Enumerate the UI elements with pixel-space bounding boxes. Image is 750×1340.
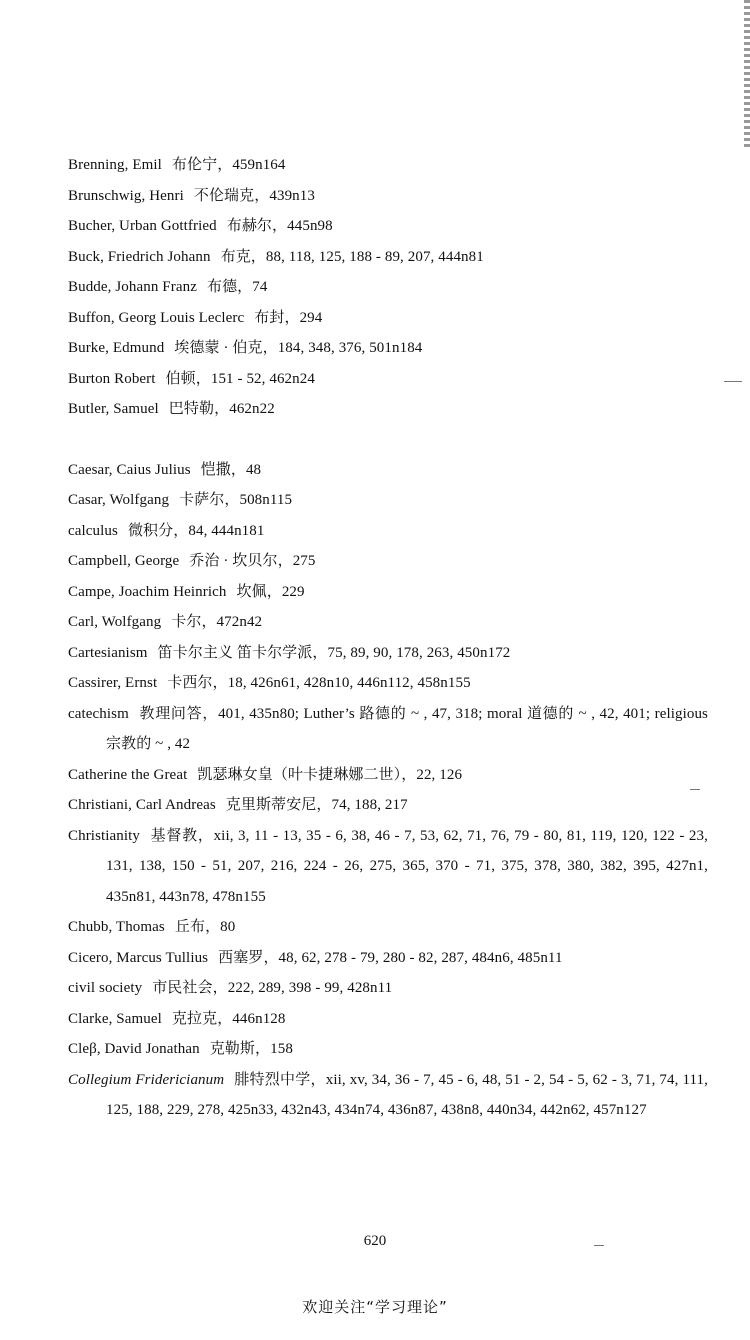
index-entry: Burke, Edmund 埃德蒙 · 伯克，184, 348, 376, 501n184 (68, 340, 423, 356)
index-term: Cleβ, David Jonathan (68, 1041, 200, 1057)
index-term: Brenning, Emil (68, 157, 162, 173)
index-chinese: 坎佩 (236, 583, 267, 600)
index-chinese: 乔治 · 坎贝尔 (189, 553, 278, 569)
index-term: Campbell, George (68, 553, 180, 569)
index-term: Cassirer, Ernst (68, 675, 158, 691)
index-chinese: 凯瑟琳女皇（叶卡捷琳娜二世） (197, 766, 402, 783)
index-refs: 151 - 52, 462n24 (210, 370, 315, 387)
index-refs: 88, 118, 125, 188 - 89, 207, 444n81 (265, 248, 484, 265)
index-entry: Christianity 基督教，xii, 3, 11 - 13, 35 - 6, 38, 46 - 7, 53, 62, 71, 76, 79 - 80, 81, 119, 120, 122 - 23, 131, 138, 150 - 51, 207, 216, 224 - 26, 275, 365, 370 - 71, 375, 378, 380, 382, 395, 427n1, 435n81, 443n78, 478n155 (68, 827, 708, 905)
index-chinese: 卡尔 (171, 614, 202, 630)
index-term: Chubb, Thomas (68, 919, 165, 935)
index-chinese: 卡萨尔 (179, 492, 225, 508)
index-term: Burton Robert (68, 370, 156, 387)
index-entry: Christiani, Carl Andreas 克里斯蒂安尼，74, 188, 217 (68, 797, 408, 813)
index-entry: Clarke, Samuel 克拉克，446n128 (68, 1010, 286, 1027)
index-chinese: 布克 (220, 248, 251, 265)
index-entry: Cicero, Marcus Tullius 西塞罗，48, 62, 278 - 79, 280 - 82, 287, 484n6, 485n11 (68, 949, 563, 966)
index-term: Brunschwig, Henri (68, 187, 184, 204)
index-refs: 74 (252, 279, 268, 295)
index-term: Caesar, Caius Julius (68, 461, 191, 478)
index-refs: 439n13 (269, 187, 315, 204)
index-entry: Cleβ, David Jonathan 克勒斯，158 (68, 1041, 293, 1057)
index-chinese: 克拉克 (171, 1010, 218, 1027)
index-refs: 74, 188, 217 (331, 797, 408, 813)
index-refs: 229 (281, 583, 305, 600)
index-chinese: 笛卡尔主义 笛卡尔学派 (157, 644, 313, 661)
index-entry: calculus 微积分，84, 444n181 (68, 522, 265, 539)
index-refs: 75, 89, 90, 178, 263, 450n172 (327, 644, 511, 661)
index-term: Butler, Samuel (68, 401, 159, 417)
index-chinese: 教理问答 (138, 705, 203, 722)
index-term: Buck, Friedrich Johann (68, 248, 211, 265)
index-chinese: 埃德蒙 · 伯克 (174, 340, 263, 356)
page-number: 620 (363, 1233, 387, 1249)
index-chinese: 布伦宁 (171, 157, 218, 173)
index-refs: 48, 62, 278 - 79, 280 - 82, 287, 484n6, 485n11 (278, 949, 563, 966)
index-refs: 459n164 (232, 157, 286, 173)
index-refs: 22, 126 (416, 766, 463, 783)
index-entry: Caesar, Caius Julius 恺撒，48 (68, 461, 262, 478)
index-entry: Burton Robert 伯顿，151 - 52, 462n24 (68, 370, 315, 387)
scan-speck (724, 381, 742, 382)
index-chinese: 布封 (254, 309, 285, 326)
index-term: Clarke, Samuel (68, 1010, 162, 1027)
index-refs: xii, 3, 11 - 13, 35 - 6, 38, 46 - 7, 53, 62, 71, 76, 79 - 80, 81, 119, 120, 122 - 23, 131, 138, 150 - 51, 207, 216, 224 - 26, 275, 365, 370 - 71, 375, 378, 380, 382, 395, 427n1, 435n81, 443n78, 478n155 (106, 827, 708, 905)
index-chinese: 丘布 (174, 919, 206, 935)
index-term: Bucher, Urban Gottfried (68, 218, 217, 234)
index-term: Collegium Fridericianum (68, 1071, 225, 1088)
index-term: Campe, Joachim Heinrich (68, 583, 227, 600)
index-entry: Butler, Samuel 巴特勒，462n22 (68, 401, 275, 417)
index-term: catechism (68, 705, 129, 722)
index-chinese: 微积分 (127, 522, 174, 539)
index-chinese: 西塞罗 (218, 949, 264, 966)
index-chinese: 布赫尔 (226, 218, 273, 234)
index-chinese: 巴特勒 (168, 401, 215, 417)
index-entry: Collegium Fridericianum 腓特烈中学，xii, xv, 34, 36 - 7, 45 - 6, 48, 51 - 2, 54 - 5, 62 - 3, 71, 74, 111, 125, 188, 229, 278, 425n33, 432n43, 434n74, 436n87, 438n8, 440n34, 442n62, 457n127 (68, 1071, 708, 1118)
index-entry: Brunschwig, Henri 不伦瑞克，439n13 (68, 187, 315, 204)
index-refs: xii, xv, 34, 36 - 7, 45 - 6, 48, 51 - 2, 54 - 5, 62 - 3, 71, 74, 111, 125, 188, 229, 278, 425n33, 432n43, 434n74, 436n87, 438n8, 440n34, 442n62, 457n127 (106, 1071, 708, 1118)
index-entry: Bucher, Urban Gottfried 布赫尔，445n98 (68, 218, 333, 234)
index-entry: Catherine the Great 凯瑟琳女皇（叶卡捷琳娜二世），22, 126 (68, 766, 463, 783)
index-refs: 80 (220, 919, 236, 935)
index-list (68, 150, 708, 1126)
index-term: Cartesianism (68, 644, 148, 661)
index-entry: Campbell, George 乔治 · 坎贝尔，275 (68, 553, 316, 569)
index-term: Christianity (68, 827, 141, 844)
index-chinese: 克勒斯 (209, 1041, 256, 1057)
index-entry: civil society 市民社会，222, 289, 398 - 99, 428n11 (68, 980, 393, 996)
index-term: civil society (68, 980, 143, 996)
index-term: calculus (68, 522, 118, 539)
index-chinese: 市民社会 (152, 980, 213, 996)
index-refs: 445n98 (287, 218, 333, 234)
index-term: Buffon, Georg Louis Leclerc (68, 309, 245, 326)
index-chinese: 布德 (206, 279, 238, 295)
index-term: Burke, Edmund (68, 340, 165, 356)
index-term: Christiani, Carl Andreas (68, 797, 216, 813)
index-refs: 446n128 (232, 1010, 286, 1027)
index-refs: 472n42 (216, 614, 263, 630)
index-entry: Cassirer, Ernst 卡西尔，18, 426n61, 428n10, 446n112, 458n155 (68, 675, 471, 691)
index-term: Catherine the Great (68, 766, 188, 783)
index-chinese: 恺撒 (200, 461, 231, 478)
index-refs: 184, 348, 376, 501n184 (277, 340, 423, 356)
index-refs: 508n115 (239, 492, 293, 508)
index-term: Casar, Wolfgang (68, 492, 170, 508)
index-term: Carl, Wolfgang (68, 614, 162, 630)
letter-group-gap (68, 425, 708, 455)
index-entry: Casar, Wolfgang 卡萨尔，508n115 (68, 492, 293, 508)
index-refs: 84, 444n181 (188, 522, 265, 539)
index-entry: Campe, Joachim Heinrich 坎佩，229 (68, 583, 305, 600)
index-entry: Chubb, Thomas 丘布，80 (68, 919, 236, 935)
index-term: Cicero, Marcus Tullius (68, 949, 209, 966)
index-entry: catechism 教理问答，401, 435n80; Luther’s 路德的 ~ , 47, 318; moral 道德的 ~ , 42, 401; religious 宗教的 ~ , 42 (68, 705, 708, 752)
index-chinese: 卡西尔 (167, 675, 213, 691)
index-refs: 18, 426n61, 428n10, 446n112, 458n155 (227, 675, 471, 691)
index-entry: Budde, Johann Franz 布德，74 (68, 279, 268, 295)
scan-edge-marks (744, 0, 750, 150)
index-chinese: 腓特烈中学 (234, 1071, 311, 1088)
index-entry: Buck, Friedrich Johann 布克，88, 118, 125, 188 - 89, 207, 444n81 (68, 248, 484, 265)
index-chinese: 不伦瑞克 (193, 187, 255, 204)
index-entry: Cartesianism 笛卡尔主义 笛卡尔学派，75, 89, 90, 178, 263, 450n172 (68, 644, 511, 661)
index-entry: Brenning, Emil 布伦宁，459n164 (68, 157, 286, 173)
index-chinese: 伯顿 (165, 370, 196, 387)
index-term: Budde, Johann Franz (68, 279, 197, 295)
index-refs: 462n22 (229, 401, 275, 417)
index-chinese: 基督教 (150, 827, 198, 844)
footer-note: 欢迎关注“学习理论” (302, 1298, 448, 1316)
index-refs: 48 (245, 461, 262, 478)
index-refs: 294 (299, 309, 323, 326)
index-entry: Carl, Wolfgang 卡尔，472n42 (68, 614, 263, 630)
index-chinese: 克里斯蒂安尼 (225, 797, 317, 813)
index-refs: 401, 435n80; Luther’s 路德的 ~ , 47, 318; moral 道德的 ~ , 42, 401; religious 宗教的 ~ , 42 (106, 705, 708, 752)
index-refs: 158 (270, 1041, 293, 1057)
index-refs: 275 (292, 553, 316, 569)
index-entry: Buffon, Georg Louis Leclerc 布封，294 (68, 309, 323, 326)
index-refs: 222, 289, 398 - 99, 428n11 (227, 980, 393, 996)
